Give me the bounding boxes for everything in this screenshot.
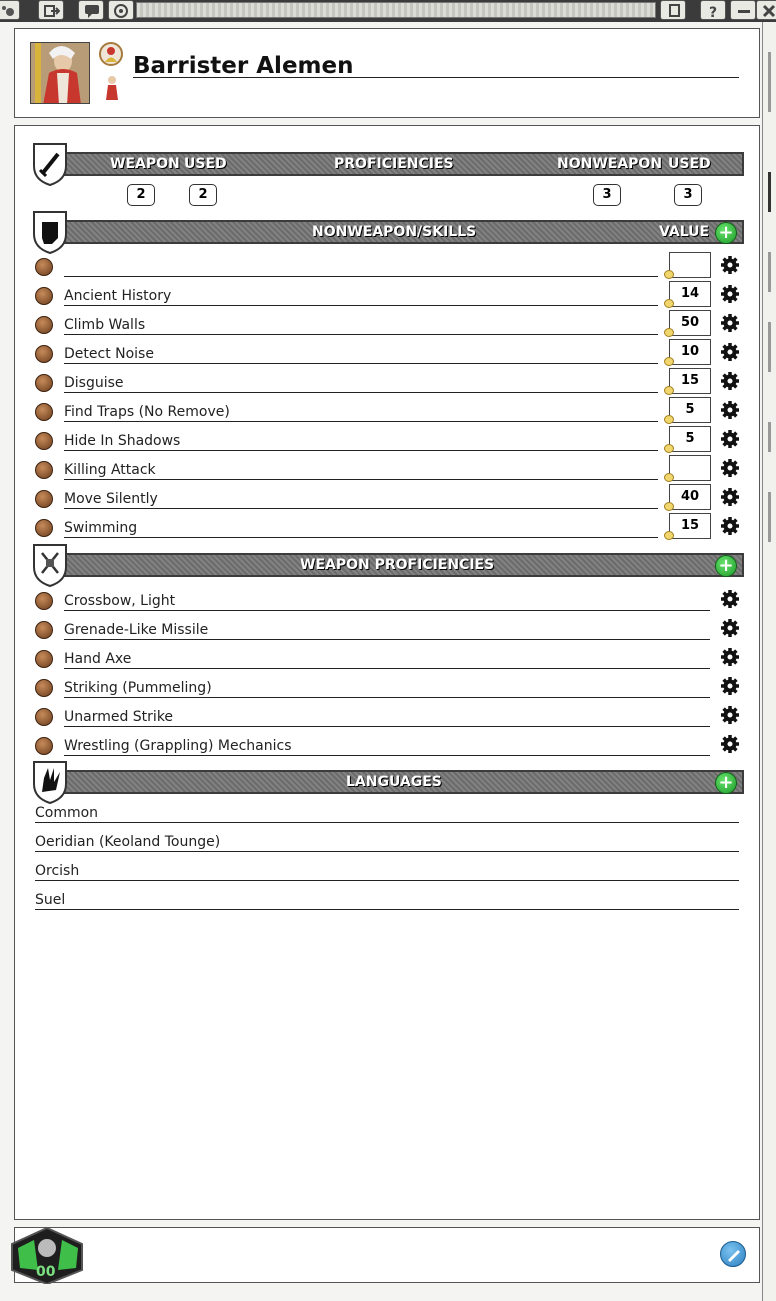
weapon-settings-button[interactable] — [720, 705, 740, 729]
skill-settings-button[interactable] — [720, 487, 740, 511]
weapon-proficiency-name[interactable]: Crossbow, Light — [64, 591, 710, 611]
weapon-section-title: WEAPON PROFICIENCIES — [300, 557, 495, 573]
weapon-settings-button[interactable] — [720, 734, 740, 758]
skills-section-title: NONWEAPON/SKILLS — [312, 224, 477, 240]
weapon-settings-button[interactable] — [720, 676, 740, 700]
window-toolbar — [0, 0, 776, 22]
skill-row[interactable] — [32, 310, 744, 338]
skill-bullet-icon[interactable] — [35, 490, 53, 508]
gear-icon — [720, 284, 740, 304]
skill-row[interactable] — [32, 455, 744, 483]
title-drag-strip[interactable] — [136, 2, 656, 18]
close-button[interactable] — [756, 0, 776, 20]
weapon-bullet-icon[interactable] — [35, 737, 53, 755]
skill-row[interactable] — [32, 426, 744, 454]
edit-button[interactable] — [720, 1241, 746, 1267]
skill-roll-dot[interactable] — [664, 386, 674, 395]
gear-icon — [720, 313, 740, 333]
skill-bullet-icon[interactable] — [35, 519, 53, 537]
skill-roll-dot[interactable] — [664, 502, 674, 511]
skill-value-field[interactable]: 14 — [669, 281, 711, 307]
dice-label: 00 — [36, 1264, 56, 1280]
gear-icon — [720, 647, 740, 667]
skill-name[interactable]: Detect Noise — [64, 344, 658, 364]
weapon-used-header: USED — [184, 156, 227, 172]
target-icon — [114, 4, 130, 18]
weapon-row[interactable] — [32, 644, 744, 672]
skill-bullet-icon[interactable] — [35, 403, 53, 421]
weapon-bullet-icon[interactable] — [35, 708, 53, 726]
skill-row[interactable] — [32, 484, 744, 512]
weapon-bullet-icon[interactable] — [35, 592, 53, 610]
weapon-used-field[interactable]: 2 — [189, 184, 217, 206]
skill-bullet-icon[interactable] — [35, 374, 53, 392]
menu-button[interactable] — [0, 0, 20, 20]
close-icon — [762, 4, 776, 18]
skill-roll-dot[interactable] — [664, 299, 674, 308]
weapon-proficiency-name[interactable]: Striking (Pummeling) — [64, 678, 710, 698]
skill-settings-button[interactable] — [720, 516, 740, 540]
help-button[interactable] — [700, 0, 726, 20]
skill-value-field[interactable] — [669, 455, 711, 481]
gear-icon — [720, 589, 740, 609]
skill-name[interactable] — [64, 257, 658, 277]
language-item[interactable]: Suel — [35, 890, 739, 910]
skill-bullet-icon[interactable] — [35, 316, 53, 334]
nonweapon-slots-field[interactable]: 3 — [593, 184, 621, 206]
dice-tower-icon[interactable] — [8, 1226, 86, 1284]
skill-settings-button[interactable] — [720, 371, 740, 395]
sheet-tabs[interactable] — [762, 22, 776, 1301]
skill-value-field[interactable]: 50 — [669, 310, 711, 336]
skill-row[interactable] — [32, 513, 744, 541]
hand-icon — [30, 758, 70, 804]
skill-row[interactable] — [32, 397, 744, 425]
mini-figure-icon — [103, 74, 121, 100]
copy-icon — [666, 4, 682, 18]
weapon-bullet-icon[interactable] — [35, 621, 53, 639]
weapon-row[interactable] — [32, 702, 744, 730]
weapon-row[interactable] — [32, 615, 744, 643]
skill-name[interactable]: Swimming — [64, 518, 658, 538]
skill-roll-dot[interactable] — [664, 328, 674, 337]
proficiencies-header: PROFICIENCIES — [334, 156, 454, 172]
weapon-header: WEAPON — [110, 156, 180, 172]
skill-row[interactable] — [32, 368, 744, 396]
nonweapon-used-field[interactable]: 3 — [674, 184, 702, 206]
weapon-settings-button[interactable] — [720, 618, 740, 642]
chat-button[interactable] — [78, 0, 104, 20]
portrait-image — [31, 43, 90, 104]
language-item[interactable]: Common — [35, 803, 739, 823]
token-icon[interactable] — [99, 42, 123, 66]
character-name[interactable]: Barrister Alemen — [133, 52, 739, 78]
gear-icon — [720, 429, 740, 449]
skill-value-field[interactable]: 5 — [669, 426, 711, 452]
weapon-bullet-icon[interactable] — [35, 650, 53, 668]
skill-name[interactable]: Disguise — [64, 373, 658, 393]
gear-icon — [720, 676, 740, 696]
skill-settings-button[interactable] — [720, 429, 740, 453]
help-icon — [706, 4, 722, 18]
skill-roll-dot[interactable] — [664, 444, 674, 453]
weapon-proficiency-name[interactable]: Hand Axe — [64, 649, 710, 669]
weapon-bullet-icon[interactable] — [35, 679, 53, 697]
minimize-button[interactable] — [730, 0, 756, 20]
skill-roll-dot[interactable] — [664, 473, 674, 482]
weapon-section-bar — [46, 553, 744, 577]
skill-settings-button[interactable] — [720, 255, 740, 279]
languages-section-bar — [46, 770, 744, 794]
skill-roll-dot[interactable] — [664, 531, 674, 540]
gear-icon — [720, 734, 740, 754]
add-language-button[interactable] — [715, 772, 737, 794]
skill-bullet-icon[interactable] — [35, 432, 53, 450]
languages-section-title: LANGUAGES — [346, 774, 442, 790]
skill-row[interactable] — [32, 252, 744, 280]
skill-name[interactable]: Move Silently — [64, 489, 658, 509]
weapon-proficiency-name[interactable]: Grenade-Like Missile — [64, 620, 710, 640]
weapon-row[interactable] — [32, 731, 744, 759]
skill-bullet-icon[interactable] — [35, 345, 53, 363]
skill-name[interactable]: Hide In Shadows — [64, 431, 658, 451]
gear-icon — [720, 371, 740, 391]
plus-icon: + — [718, 222, 734, 243]
gear-icon — [720, 400, 740, 420]
skill-settings-button[interactable] — [720, 284, 740, 308]
gear-icon — [720, 705, 740, 725]
plus-icon: + — [718, 772, 734, 793]
minimize-icon — [736, 4, 752, 18]
skill-settings-button[interactable] — [720, 313, 740, 337]
plus-icon: + — [718, 555, 734, 576]
skill-bullet-icon[interactable] — [35, 287, 53, 305]
weapon-row[interactable] — [32, 586, 744, 614]
nonweapon-header: NONWEAPON — [557, 156, 663, 172]
skill-settings-button[interactable] — [720, 400, 740, 424]
skill-name[interactable]: Climb Walls — [64, 315, 658, 335]
value-header: VALUE — [659, 224, 710, 240]
skill-bullet-icon[interactable] — [35, 461, 53, 479]
export-button[interactable] — [38, 0, 64, 20]
add-skill-button[interactable] — [715, 222, 737, 244]
sword-icon — [30, 140, 70, 186]
weapon-proficiency-name[interactable]: Unarmed Strike — [64, 707, 710, 727]
weapon-proficiency-name[interactable]: Wrestling (Grappling) Mechanics — [64, 736, 710, 756]
skill-row[interactable] — [32, 281, 744, 309]
gear-icon — [720, 255, 740, 275]
skill-roll-dot[interactable] — [664, 270, 674, 279]
svg-text:?: ? — [709, 5, 718, 18]
copy-button[interactable] — [660, 0, 686, 20]
skill-settings-button[interactable] — [720, 342, 740, 366]
gear-icon — [720, 618, 740, 638]
skill-settings-button[interactable] — [720, 458, 740, 482]
pencil-icon — [721, 1242, 747, 1268]
character-portrait[interactable] — [30, 42, 90, 104]
skill-name[interactable]: Ancient History — [64, 286, 658, 306]
skill-roll-dot[interactable] — [664, 415, 674, 424]
add-weapon-button[interactable] — [715, 555, 737, 577]
skill-bullet-icon[interactable] — [35, 258, 53, 276]
skill-value-field[interactable]: 40 — [669, 484, 711, 510]
skill-value-field[interactable]: 10 — [669, 339, 711, 365]
skill-value-field[interactable] — [669, 252, 711, 278]
target-button[interactable] — [108, 0, 134, 20]
language-item[interactable]: Oeridian (Keoland Tounge) — [35, 832, 739, 852]
paw-icon — [0, 4, 16, 18]
skill-value-field[interactable]: 15 — [669, 368, 711, 394]
weapon-settings-button[interactable] — [720, 647, 740, 671]
chat-icon — [84, 4, 100, 18]
nonweapon-used-header: USED — [668, 156, 711, 172]
skills-section-bar — [46, 220, 744, 244]
export-icon — [44, 4, 60, 18]
language-item[interactable]: Orcish — [35, 861, 739, 881]
skill-row[interactable] — [32, 339, 744, 367]
skill-roll-dot[interactable] — [664, 357, 674, 366]
skill-name[interactable]: Killing Attack — [64, 460, 658, 480]
weapon-row[interactable] — [32, 673, 744, 701]
footer-panel — [14, 1227, 760, 1283]
skill-name[interactable]: Find Traps (No Remove) — [64, 402, 658, 422]
fist-icon — [30, 208, 70, 254]
proficiency-summary-bar — [46, 152, 744, 176]
crossed-weapons-icon — [30, 541, 70, 587]
gear-icon — [720, 516, 740, 536]
gear-icon — [720, 487, 740, 507]
skill-value-field[interactable]: 5 — [669, 397, 711, 423]
gear-icon — [720, 342, 740, 362]
skill-value-field[interactable]: 15 — [669, 513, 711, 539]
weapon-slots-field[interactable]: 2 — [127, 184, 155, 206]
gear-icon — [720, 458, 740, 478]
weapon-settings-button[interactable] — [720, 589, 740, 613]
